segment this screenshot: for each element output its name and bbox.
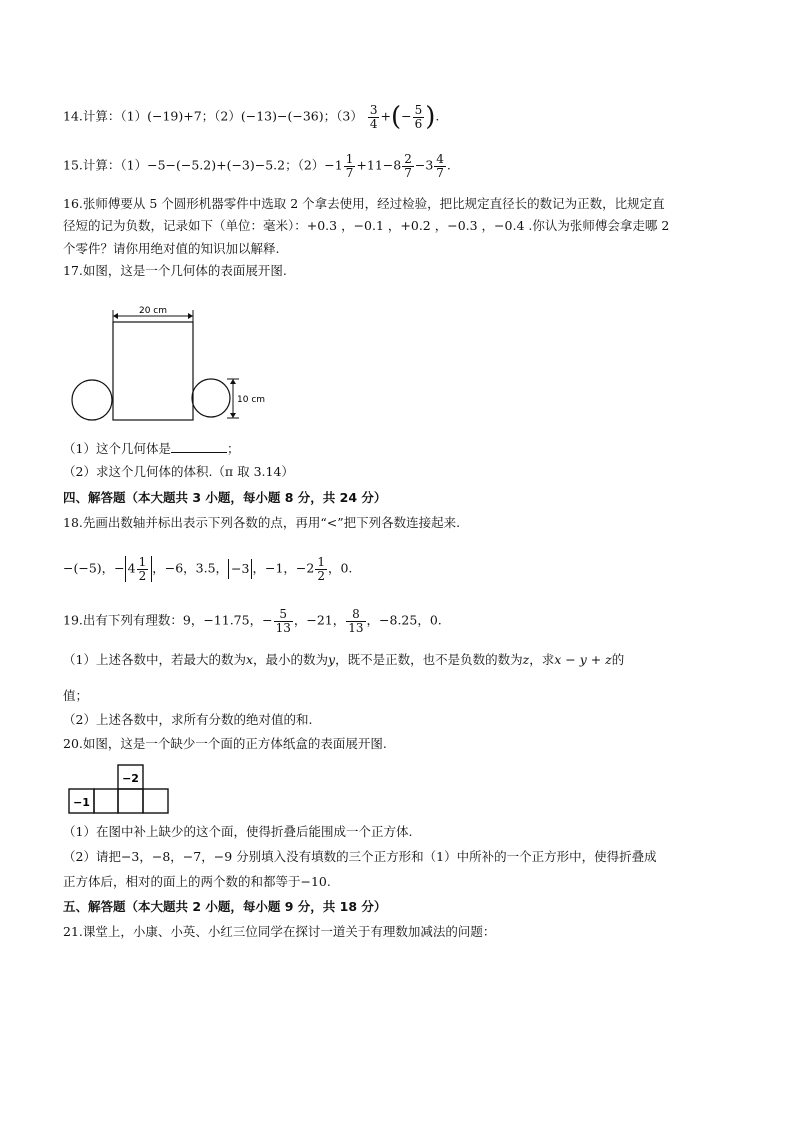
question-20-sub-1: （1）在图中补上缺少的这个面，使得折叠后能围成一个正方体. (63, 824, 413, 839)
absolute-value-neg-3: −3 (228, 559, 252, 579)
fraction-1-2: $\frac{1}{2}$ (317, 555, 325, 583)
question-20-sub-2-line-1: （2）请把−3，−8，−7，−9 分别填入没有填数的三个正方形和（1）中所补的一个正方形中，使得折叠成 (63, 849, 657, 864)
width-label: 20 cm (138, 306, 168, 316)
question-19: 19.出有下列有理数：9，−11.75，− $\frac{5}{13}$ ，−21， $\frac{8}{13}$ ，−8.25，0. (63, 607, 442, 635)
fraction-3-4: $\frac{3}{4}$ (369, 103, 378, 131)
arrow-right-icon (188, 313, 193, 319)
question-17: 17.如图，这是一个几何体的表面展开图. (63, 263, 287, 278)
net-square-4[interactable] (143, 789, 168, 813)
question-17-sub-1: （1）这个几何体是 ； (63, 438, 239, 459)
section-4-title: 四、解答题（本大题共 3 小题，每小题 8 分，共 24 分） (63, 490, 387, 505)
net-figure-cylinder (63, 302, 266, 428)
question-21: 21.课堂上，小康、小英、小红三位同学在探讨一道关于有理数加减法的问题： (63, 924, 496, 939)
arrow-left-icon (113, 313, 118, 319)
question-19-sub-1-cont: 值； (63, 688, 89, 703)
question-17-sub-2: （2）求这个几何体的体积.（π 取 3.14） (63, 464, 294, 479)
question-16-line-2: 径短的记为负数，记录如下（单位：毫米）：+0.3 ，−0.1 ，+0.2 ，−0.3 ，−0.4 .你认为张师傅会拿走哪 2 (63, 218, 670, 233)
question-15: 15.计算：（1）−5−(−5.2)+(−3)−5.2；（2）−1 $\frac{1}{7}$ +11−8 $\frac{2}{7}$ −3 $\frac{4}{7}$ . (63, 152, 451, 180)
absolute-value-mixed: 4 $\frac{1}{2}$ (125, 556, 153, 582)
answer-blank[interactable] (171, 438, 227, 453)
net-circle-left (72, 380, 112, 420)
top-square-label: −2 (122, 772, 139, 785)
question-16-line-1: 16.张师傅要从 5 个圆形机器零件中选取 2 个拿去使用，经过检验，把比规定直径长的数记为正数，比规定直 (63, 196, 665, 211)
question-20-sub-2-line-2: 正方体后，相对的面上的两个数的和都等于−10. (63, 874, 331, 889)
fraction-2-7: $\frac{2}{7}$ (404, 152, 412, 180)
question-14: 14.计算：（1）(−19)+7；（2）(−13)−(−36)；（3） $\frac{3}{4}$ +(− $\frac{5}{6}$ ). (63, 102, 440, 133)
fraction-8-13: $\frac{8}{13}$ (348, 607, 364, 635)
question-18-numbers: −(−5)，− 4 $\frac{1}{2}$ ，−6，3.5， −3 ，−1，−2 $\frac{1}{2}$ ，0. (63, 555, 353, 583)
section-5-title: 五、解答题（本大题共 2 小题，每小题 9 分，共 18 分） (63, 899, 387, 914)
left-square-label: −1 (73, 796, 90, 809)
height-label: 10 cm (237, 395, 266, 405)
question-16-line-3: 个零件？请你用绝对值的知识加以解释. (63, 241, 280, 256)
net-square-2[interactable] (94, 789, 118, 813)
arrow-up-icon (230, 379, 236, 384)
fraction-1-7: $\frac{1}{7}$ (345, 152, 354, 180)
cube-net-figure (68, 764, 172, 814)
question-18: 18.先画出数轴并标出表示下列各数的点，再用“<”把下列各数连接起来. (63, 515, 461, 530)
net-square-3[interactable] (118, 789, 143, 813)
arrow-down-icon (230, 413, 236, 418)
net-circle-right (192, 379, 230, 417)
fraction-5-13: $\frac{5}{13}$ (275, 607, 291, 635)
fraction-5-6: $\frac{5}{6}$ (414, 103, 423, 131)
net-rectangle (113, 322, 193, 420)
question-19-sub-1: （1）上述各数中，若最大的数为x，最小的数为y，既不是正数，也不是负数的数为z，求x − y + z的 (63, 652, 625, 667)
question-19-sub-2: （2）上述各数中，求所有分数的绝对值的和. (63, 712, 313, 727)
fraction-4-7: $\frac{4}{7}$ (436, 152, 444, 180)
question-20: 20.如图，这是一个缺少一个面的正方体纸盒的表面展开图. (63, 736, 387, 751)
